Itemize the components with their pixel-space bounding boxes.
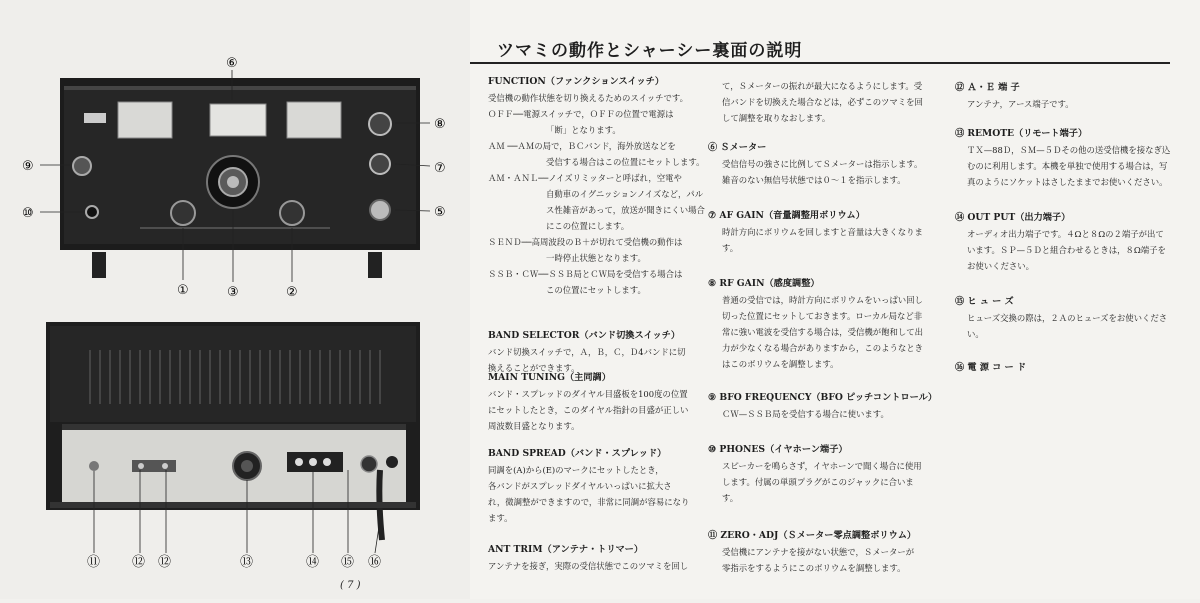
- section-heading: BAND SPREAD（バンド・スプレッド）: [488, 448, 667, 459]
- text-line: ス性雑音があって，放送が聞きにくい場合: [546, 205, 705, 215]
- text-line: 時計方向にボリウムを回しますと音量は大きくなりま: [722, 227, 923, 237]
- callout-3: ③: [227, 285, 239, 300]
- text-line: この位置にセットします。: [546, 285, 646, 295]
- title-rule: [470, 62, 1170, 64]
- callout-10: ⑩: [22, 206, 34, 221]
- text-line: 周波数目盛となります。: [488, 421, 580, 431]
- text-line: ヒューズ交換の際は，２Ａのヒューズをお使いくださ: [967, 313, 1168, 323]
- text-line: 常に強い電波を受信する場合は，受信機が飽和して出: [722, 327, 923, 337]
- section-ant-trim-cont: [722, 78, 923, 126]
- text-line: 同調を(A)から(E)のマークにセットしたとき，: [488, 465, 664, 475]
- text-line: 受信する場合はこの位置にセットします。: [546, 157, 705, 167]
- section-heading: ⑩ PHONES（イヤホーン端子）: [708, 444, 848, 455]
- text-line: にこの位置にします。: [546, 221, 630, 231]
- text-line: て，Ｓメーターの振れが最大になるようにします。受: [722, 81, 923, 91]
- section-heading: ⑭ OUT PUT（出力端子）: [955, 212, 1071, 223]
- section-heading: ⑨ BFO FREQUENCY（BFO ピッチコントロール）: [708, 392, 938, 403]
- callout-13: ⑬: [240, 555, 254, 570]
- callout-8: ⑧: [434, 117, 446, 132]
- text-line: アンテナ，アース端子です。: [967, 99, 1074, 109]
- section-heading: ⑧ RF GAIN（感度調整）: [708, 278, 820, 289]
- text-line: ＯＦＦ──電源スイッチで，ＯＦＦの位置で電源は: [488, 109, 674, 119]
- section-heading: ⑫ Ａ・Ｅ 端 子: [955, 82, 1020, 93]
- text-line: 切った位置にセットしておきます。ローカル局など非: [722, 311, 923, 321]
- text-line: 受信信号の強さに比例してＳメーターは指示します。: [722, 159, 923, 169]
- section-output: [955, 210, 1166, 274]
- section-heading: FUNCTION（ファンクションスイッチ）: [488, 76, 665, 87]
- section-ae-terminal: [955, 80, 1074, 112]
- text-line: 真のようにソケットはさしたままでお使いください。: [967, 177, 1168, 187]
- callout-11: ⑪: [87, 555, 101, 570]
- section-remote: [955, 126, 1170, 190]
- text-line: スピーカーを鳴らさず，イヤホーンで聞く場合に使用: [722, 461, 922, 471]
- section-heading: ANT TRIM（アンテナ・トリマー）: [488, 544, 644, 555]
- text-line: ＴＸ—88Ｄ，ＳＭ—５Ｄその他の送受信機を接なぎ込: [967, 145, 1171, 155]
- text-line: して調整を取りなおします。: [722, 113, 831, 123]
- text-line: ＣＷ—ＳＳＢ局を受信する場合に使います。: [722, 409, 889, 419]
- callout-7: ⑦: [434, 161, 446, 176]
- text-line: 雑音のない無信号状態では０～１を指示します。: [722, 175, 906, 185]
- section-ant-trim: [488, 542, 688, 574]
- text-line: ＡＭ・ＡＮＬ──ノイズリミッターと呼ばれ，空電や: [488, 173, 682, 183]
- text-line: す。: [722, 243, 739, 253]
- text-line: 「断」となります。: [546, 125, 621, 135]
- callout-12a: ⑫: [132, 555, 146, 570]
- text-line: にセットしたとき，このダイヤル指針の目盛が正しい: [488, 405, 689, 415]
- callout-12b: ⑫: [158, 555, 172, 570]
- section-heading: ⑮ ヒ ュ ー ズ: [955, 296, 1014, 307]
- text-line: はこのボリウムを調整します。: [722, 359, 839, 369]
- callout-6: ⑥: [226, 56, 238, 71]
- text-line: ます。: [488, 513, 513, 523]
- section-s-meter: [708, 140, 922, 188]
- text-line: ＳＥＮＤ──高周波段のＢ＋が切れて受信機の動作は: [488, 237, 683, 247]
- section-heading: ⑦ AF GAIN（音量調整用ボリウム）: [708, 210, 865, 221]
- text-line: 普通の受信では，時計方向にボリウムをいっぱい回し: [722, 295, 923, 305]
- text-line: ＡＭ ──ＡＭの局で，ＢＣバンド，海外放送などを: [488, 141, 676, 151]
- section-phones: [708, 442, 922, 506]
- section-main-tuning: [488, 370, 688, 434]
- text-line: い。: [967, 329, 984, 339]
- section-band-selector: [488, 328, 685, 376]
- section-heading: BAND SELECTOR（バンド切換スイッチ）: [488, 330, 681, 341]
- page-title: ツマミの動作とシャーシー裏面の説明: [497, 41, 803, 61]
- text-line: 受信機の動作状態を切り換えるためのスイッチです。: [488, 93, 688, 103]
- section-heading: ⑬ REMOTE（リモート端子）: [955, 128, 1088, 139]
- section-fuse: [955, 294, 1167, 342]
- text-line: 自動車のイグニッションノイズなど，パル: [546, 189, 704, 199]
- text-line: 各バンドがスプレッドダイヤルいっぱいに拡大さ: [488, 481, 672, 491]
- section-bfo-frequency: [708, 390, 937, 422]
- text-line: す。: [722, 493, 739, 503]
- section-zero-adj: [708, 528, 916, 576]
- front-panel-photo: [60, 78, 420, 278]
- text-line: バンド切換スイッチで，Ａ，Ｂ，Ｃ，Ｄ4バンドに切: [488, 347, 686, 357]
- text-line: 受信機にアンテナを接がない状態で，Ｓメーターが: [722, 547, 915, 557]
- section-heading: ⑯ 電 源 コ ー ド: [955, 362, 1027, 373]
- text-line: 零指示をするようにこのボリウムを調整します。: [722, 563, 906, 573]
- page-number: ( 7 ): [340, 580, 361, 591]
- section-heading: ⑪ ZERO・ADJ（Ｓメーター零点調整ボリウム）: [708, 530, 917, 541]
- callout-2: ②: [286, 285, 298, 300]
- callout-1: ①: [177, 283, 189, 298]
- callout-5: ⑤: [434, 205, 446, 220]
- text-line: ＳＳＢ・ＣＷ──ＳＳＢ局とＣＷ局を受信する場合は: [488, 269, 683, 279]
- text-line: お使いください。: [967, 261, 1034, 271]
- text-line: バンド・スプレッドのダイヤル目盛板を100度の位置: [488, 389, 688, 399]
- section-function: [488, 74, 705, 298]
- receiver-photos: [0, 0, 470, 599]
- callout-9: ⑨: [22, 159, 34, 174]
- section-power-cord: [955, 360, 1026, 376]
- left-page: [0, 0, 470, 599]
- rear-panel-photo: [46, 322, 420, 540]
- section-heading: MAIN TUNING（主同調）: [488, 372, 611, 383]
- section-band-spread: [488, 446, 689, 526]
- section-heading: ⑥ Ｓメーター: [708, 142, 767, 153]
- text-line: オーディオ出力端子です。４Ωと８Ωの２端子が出て: [967, 229, 1164, 239]
- text-line: します。付属の単頭プラグがこのジャックに合いま: [722, 477, 914, 487]
- text-line: むのに利用します。本機を単独で使用する場合は，写: [967, 161, 1168, 171]
- section-af-gain: [708, 208, 923, 256]
- callout-14: ⑭: [306, 555, 320, 570]
- callout-15: ⑮: [341, 555, 355, 570]
- text-line: 換えることができます。: [488, 363, 580, 373]
- text-line: います。ＳＰ—５Ｄと組合わせるときは，８Ω端子を: [967, 245, 1166, 255]
- text-line: アンテナを接ぎ，実際の受信状態でこのツマミを回し: [488, 561, 689, 571]
- rear-callouts: [87, 555, 381, 570]
- text-line: れ，微調整ができますので，非常に同調が容易になり: [488, 497, 690, 507]
- text-line: 一時停止状態となります。: [546, 253, 646, 263]
- callout-16: ⑯: [368, 555, 382, 570]
- text-line: 力が少なくなる場合がありますから，このようなとき: [722, 343, 923, 353]
- section-rf-gain: [708, 276, 923, 372]
- text-line: 信バンドを切換えた場合などは，必ずこのツマミを回: [722, 97, 923, 107]
